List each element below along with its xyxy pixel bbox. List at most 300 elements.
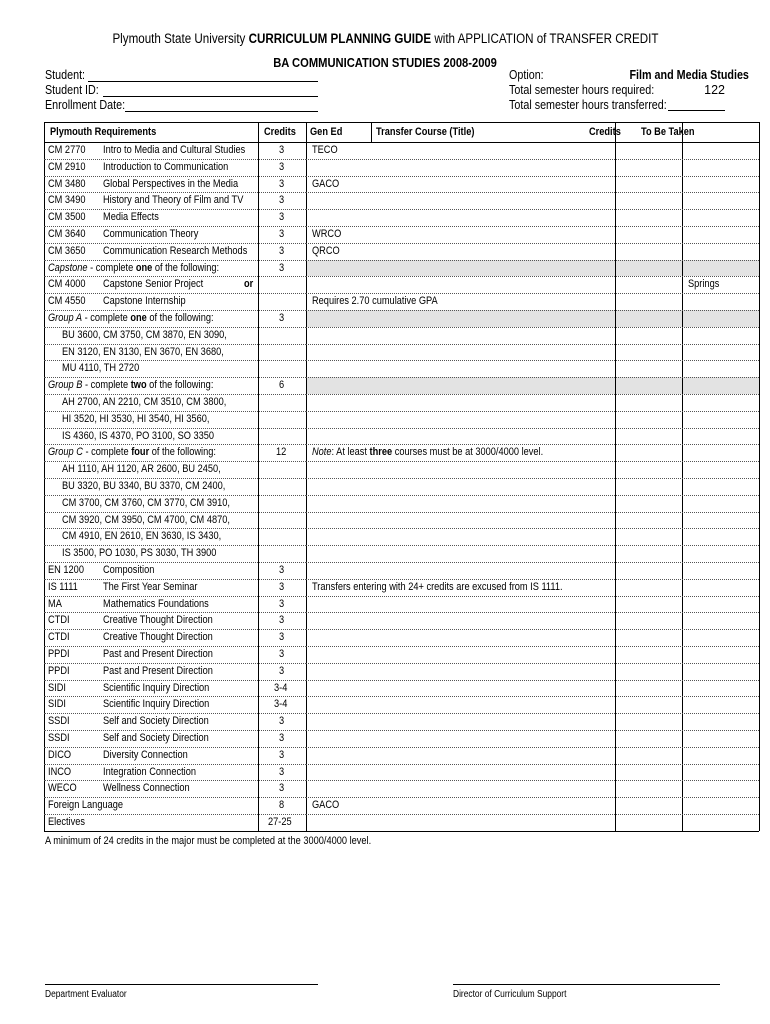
table-row xyxy=(44,142,759,159)
department-evaluator-signature-line[interactable] xyxy=(45,984,318,985)
row-divider xyxy=(44,293,306,294)
requirement-cell xyxy=(48,344,256,361)
requirement-cell xyxy=(48,612,256,629)
row-divider xyxy=(306,310,759,311)
requirement-cell xyxy=(48,192,256,209)
student-id-label: Student ID: xyxy=(45,83,99,97)
row-divider xyxy=(44,495,306,496)
course-list: IS 4360, IS 4370, PO 3100, SO 3350 xyxy=(62,429,215,442)
course-title: Media Effects xyxy=(103,211,159,224)
row-divider xyxy=(44,764,306,765)
title-prefix: Plymouth State University xyxy=(112,31,249,46)
credits-value: 3 xyxy=(278,648,285,660)
column-divider xyxy=(682,122,683,831)
credits-cell xyxy=(258,696,306,713)
requirement-cell xyxy=(48,780,256,797)
col-transfer-credits: Credits xyxy=(589,126,621,138)
course-title: Composition xyxy=(103,564,155,576)
credits-value: 3 xyxy=(278,715,285,728)
row-divider xyxy=(44,629,306,630)
requirement-cell xyxy=(48,797,256,814)
row-divider xyxy=(306,629,759,630)
course-title: The First Year Seminar xyxy=(103,580,198,593)
gen-ed-value: GACO xyxy=(312,177,340,190)
row-divider xyxy=(306,596,759,597)
to-be-taken-value: Springs xyxy=(688,278,720,291)
col-transfer-course: Transfer Course (Title) xyxy=(376,126,475,138)
table-row xyxy=(44,696,759,713)
credits-value: 3 xyxy=(278,211,285,224)
row-divider xyxy=(44,360,306,361)
column-divider xyxy=(371,122,372,142)
course-code: CM 3480 xyxy=(48,177,86,190)
row-divider xyxy=(306,495,759,496)
credits-cell xyxy=(258,260,306,277)
course-code: CM 2770 xyxy=(48,144,86,156)
course-code: PPDI xyxy=(48,648,70,660)
credits-value: 12 xyxy=(275,446,287,459)
row-divider xyxy=(44,747,306,748)
row-divider xyxy=(44,394,306,395)
course-title: Scientific Inquiry Direction xyxy=(103,698,210,711)
table-row xyxy=(44,260,759,277)
note-cell xyxy=(312,444,712,461)
student-field[interactable] xyxy=(88,81,318,82)
row-divider xyxy=(44,596,306,597)
group-instruction: Group A - complete one of the following: xyxy=(48,312,214,324)
row-divider xyxy=(306,680,759,681)
requirement-cell xyxy=(48,327,256,344)
course-title: Capstone Internship xyxy=(103,295,186,308)
row-divider xyxy=(44,209,306,210)
credits-value: 3 xyxy=(278,228,285,240)
table-row xyxy=(44,327,759,344)
credits-value: 3 xyxy=(278,664,285,677)
requirement-cell xyxy=(48,394,256,411)
requirement-cell xyxy=(48,461,256,478)
credits-cell xyxy=(258,226,306,243)
table-row xyxy=(44,747,759,764)
row-divider xyxy=(306,192,759,193)
credits-cell xyxy=(258,142,306,159)
row-divider xyxy=(306,360,759,361)
gen-ed-value: Requires 2.70 cumulative GPA xyxy=(312,295,438,308)
requirement-cell xyxy=(48,428,256,445)
course-code: IS 1111 xyxy=(48,580,78,593)
table-row xyxy=(44,579,759,596)
row-divider xyxy=(44,444,306,445)
table-row xyxy=(44,596,759,613)
table-row xyxy=(44,293,759,310)
credits-cell xyxy=(258,377,306,394)
row-divider xyxy=(306,512,759,513)
requirement-cell xyxy=(48,209,256,226)
row-divider xyxy=(306,209,759,210)
gen-ed-cell xyxy=(312,226,712,243)
row-divider xyxy=(44,646,306,647)
requirement-cell xyxy=(48,243,256,260)
requirement-cell xyxy=(48,545,256,562)
row-divider xyxy=(44,680,306,681)
requirement-cell xyxy=(48,478,256,495)
row-divider xyxy=(44,243,306,244)
course-code: CM 3650 xyxy=(48,244,86,257)
credits-value: 3 xyxy=(278,160,285,173)
row-divider xyxy=(44,461,306,462)
table-row xyxy=(44,562,759,579)
credits-value: 3-4 xyxy=(274,698,288,711)
row-divider xyxy=(306,444,759,445)
row-divider xyxy=(44,545,306,546)
table-row xyxy=(44,159,759,176)
credits-value: 27-25 xyxy=(267,816,292,828)
requirement-cell xyxy=(48,713,256,730)
requirement-cell xyxy=(48,360,256,377)
enrollment-date-label: Enrollment Date: xyxy=(45,98,126,112)
table-row xyxy=(44,764,759,781)
course-code: CM 4550 xyxy=(48,295,86,308)
column-divider xyxy=(258,122,259,831)
credits-cell xyxy=(258,176,306,193)
course-code: CM 2910 xyxy=(48,160,86,173)
credits-cell xyxy=(258,713,306,730)
requirement-cell xyxy=(48,747,256,764)
credits-cell xyxy=(258,747,306,764)
requirement-cell xyxy=(48,226,256,243)
credits-cell xyxy=(258,797,306,814)
row-divider xyxy=(44,411,306,412)
credits-cell xyxy=(258,646,306,663)
row-divider xyxy=(44,310,306,311)
table-row xyxy=(44,797,759,814)
credits-value: 8 xyxy=(278,799,285,812)
requirement-cell xyxy=(48,646,256,663)
table-row xyxy=(44,663,759,680)
row-divider xyxy=(306,327,759,328)
table-row xyxy=(44,276,759,293)
table-row xyxy=(44,344,759,361)
row-divider xyxy=(44,260,306,261)
credits-cell xyxy=(258,209,306,226)
course-code: CM 3640 xyxy=(48,228,86,240)
row-divider xyxy=(306,562,759,563)
hours-required-label: Total semester hours required: xyxy=(509,83,655,97)
hours-transferred-field[interactable] xyxy=(668,110,725,111)
table-row xyxy=(44,444,759,461)
shaded-band xyxy=(306,377,759,394)
row-divider xyxy=(44,696,306,697)
table-row xyxy=(44,478,759,495)
course-list: BU 3320, BU 3340, BU 3370, CM 2400, xyxy=(62,480,226,492)
table-row xyxy=(44,394,759,411)
student-id-field[interactable] xyxy=(103,96,318,97)
row-divider xyxy=(44,512,306,513)
course-list: AH 1110, AH 1120, AR 2600, BU 2450, xyxy=(62,463,221,476)
row-divider xyxy=(306,612,759,613)
row-divider xyxy=(44,226,306,227)
row-divider xyxy=(44,377,306,378)
requirement-cell xyxy=(48,562,256,579)
row-divider xyxy=(306,545,759,546)
table-row xyxy=(44,360,759,377)
requirement-name: Electives xyxy=(48,816,85,828)
table-row xyxy=(44,814,759,831)
table-border xyxy=(759,122,760,831)
credits-cell xyxy=(258,276,306,293)
row-divider xyxy=(44,159,306,160)
table-row xyxy=(44,495,759,512)
row-divider xyxy=(44,478,306,479)
table-row xyxy=(44,176,759,193)
or-label: or xyxy=(244,278,254,291)
course-code: INCO xyxy=(48,765,72,778)
credits-value: 3 xyxy=(278,765,285,778)
requirement-cell xyxy=(48,444,256,461)
course-list: MU 4110, TH 2720 xyxy=(62,362,140,375)
program-subtitle: BA COMMUNICATION STUDIES 2008-2009 xyxy=(273,55,497,70)
course-list: HI 3520, HI 3530, HI 3540, HI 3560, xyxy=(62,412,210,425)
row-divider xyxy=(306,243,759,244)
column-divider xyxy=(615,122,616,831)
row-divider xyxy=(306,176,759,177)
row-divider xyxy=(306,663,759,664)
course-code: MA xyxy=(48,597,62,610)
group-instruction: Group C - complete four of the following: xyxy=(48,446,216,459)
requirement-cell xyxy=(48,159,256,176)
course-title: Self and Society Direction xyxy=(103,732,209,744)
table-row xyxy=(44,646,759,663)
requirement-name: Foreign Language xyxy=(48,799,124,812)
course-title: Intro to Media and Cultural Studies xyxy=(103,144,246,156)
gen-ed-cell xyxy=(312,293,712,310)
row-divider xyxy=(44,192,306,193)
table-row xyxy=(44,612,759,629)
row-divider xyxy=(44,579,306,580)
table-row xyxy=(44,545,759,562)
credits-value: 3 xyxy=(278,782,285,795)
row-divider xyxy=(306,797,759,798)
department-evaluator-label: Department Evaluator xyxy=(45,989,127,1000)
credits-value: 3 xyxy=(278,564,285,576)
gen-ed-value: WRCO xyxy=(312,228,342,240)
col-to-be-taken: To Be Taken xyxy=(641,126,695,138)
course-title: Creative Thought Direction xyxy=(103,614,213,627)
option-label: Option: xyxy=(509,68,544,82)
group-instruction: Capstone - complete one of the following: xyxy=(48,261,220,274)
requirement-cell xyxy=(48,764,256,781)
credits-value: 6 xyxy=(278,379,285,392)
credits-cell xyxy=(258,629,306,646)
course-code: PPDI xyxy=(48,664,70,677)
course-title: Introduction to Communication xyxy=(103,160,229,173)
requirement-cell xyxy=(48,696,256,713)
course-code: CM 3500 xyxy=(48,211,86,224)
footer-note: A minimum of 24 credits in the major must be completed at the 3000/4000 level. xyxy=(45,835,372,847)
row-divider xyxy=(306,478,759,479)
course-title: Integration Connection xyxy=(103,765,196,778)
credits-cell xyxy=(258,310,306,327)
table-row xyxy=(44,629,759,646)
course-code: EN 1200 xyxy=(48,564,84,576)
row-divider xyxy=(306,579,759,580)
col-requirements: Plymouth Requirements xyxy=(50,126,157,138)
credits-value: 3 xyxy=(278,748,285,761)
credits-value: 3 xyxy=(278,144,285,156)
course-code: WECO xyxy=(48,782,77,795)
gen-ed-cell xyxy=(312,579,712,596)
table-row xyxy=(44,461,759,478)
table-row xyxy=(44,730,759,747)
row-divider xyxy=(306,461,759,462)
hours-transferred-label: Total semester hours transferred: xyxy=(509,98,667,112)
course-code: CTDI xyxy=(48,614,70,627)
row-divider xyxy=(44,562,306,563)
course-title: Creative Thought Direction xyxy=(103,631,213,644)
row-divider xyxy=(44,730,306,731)
option-value: Film and Media Studies xyxy=(629,68,749,82)
row-divider xyxy=(44,780,306,781)
credits-cell xyxy=(258,612,306,629)
table-row xyxy=(44,310,759,327)
credits-cell xyxy=(258,562,306,579)
course-list: CM 4910, EN 2610, EN 3630, IS 3430, xyxy=(62,530,222,543)
credits-cell xyxy=(258,663,306,680)
row-divider xyxy=(44,713,306,714)
director-signature-line[interactable] xyxy=(453,984,720,985)
table-row xyxy=(44,226,759,243)
requirement-cell xyxy=(48,730,256,747)
table-row xyxy=(44,377,759,394)
enrollment-date-field[interactable] xyxy=(125,111,318,112)
credits-cell xyxy=(258,814,306,831)
credits-value: 3 xyxy=(278,614,285,627)
table-row xyxy=(44,209,759,226)
course-list: AH 2700, AN 2210, CM 3510, CM 3800, xyxy=(62,396,227,408)
requirement-cell xyxy=(48,596,256,613)
row-divider xyxy=(44,797,306,798)
course-title: Diversity Connection xyxy=(103,748,188,761)
requirement-cell xyxy=(48,260,256,277)
table-border xyxy=(44,831,759,832)
requirement-cell xyxy=(48,310,256,327)
gen-ed-cell xyxy=(312,797,712,814)
credits-value: 3 xyxy=(278,597,285,610)
course-code: CM 4000 xyxy=(48,278,86,291)
credits-cell xyxy=(258,293,306,310)
requirement-cell xyxy=(48,276,256,293)
course-list: CM 3700, CM 3760, CM 3770, CM 3910, xyxy=(62,496,230,509)
credits-cell xyxy=(258,579,306,596)
table-row xyxy=(44,528,759,545)
title-bold: CURRICULUM PLANNING GUIDE xyxy=(248,31,431,46)
row-divider xyxy=(44,327,306,328)
credits-cell xyxy=(258,730,306,747)
row-divider xyxy=(306,260,759,261)
row-divider xyxy=(306,293,759,294)
row-divider xyxy=(306,159,759,160)
credits-value: 3 xyxy=(278,194,285,207)
row-divider xyxy=(44,663,306,664)
group-instruction: Group B - complete two of the following: xyxy=(48,379,214,392)
table-border xyxy=(44,142,759,143)
credits-value: 3 xyxy=(278,177,285,190)
table-row xyxy=(44,411,759,428)
col-credits: Credits xyxy=(264,126,296,138)
row-divider xyxy=(306,747,759,748)
gen-ed-cell xyxy=(312,176,712,193)
credits-value: 3-4 xyxy=(274,681,288,694)
course-title: Scientific Inquiry Direction xyxy=(103,681,210,694)
credits-cell xyxy=(258,243,306,260)
col-gen-ed: Gen Ed xyxy=(310,126,343,138)
row-divider xyxy=(44,176,306,177)
credits-cell xyxy=(258,596,306,613)
requirement-cell xyxy=(48,176,256,193)
column-divider xyxy=(306,122,307,831)
requirement-cell xyxy=(48,142,256,159)
requirement-cell xyxy=(48,663,256,680)
course-title: Capstone Senior Project xyxy=(103,278,204,291)
row-divider xyxy=(306,646,759,647)
course-title: Global Perspectives in the Media xyxy=(103,177,239,190)
gen-ed-cell xyxy=(312,243,712,260)
credits-cell xyxy=(258,159,306,176)
table-row xyxy=(44,192,759,209)
table-row xyxy=(44,680,759,697)
row-divider xyxy=(306,764,759,765)
title-suffix: with APPLICATION of TRANSFER CREDIT xyxy=(430,31,658,46)
credits-value: 3 xyxy=(278,244,285,257)
row-divider xyxy=(44,528,306,529)
row-divider xyxy=(306,226,759,227)
requirement-cell xyxy=(48,579,256,596)
table-row xyxy=(44,713,759,730)
shaded-band xyxy=(306,310,759,327)
gen-ed-value: QRCO xyxy=(312,244,340,257)
course-code: SSDI xyxy=(48,715,70,728)
course-code: SIDI xyxy=(48,681,66,694)
row-divider xyxy=(306,713,759,714)
row-divider xyxy=(306,411,759,412)
row-divider xyxy=(306,528,759,529)
course-code: SSDI xyxy=(48,732,70,744)
row-divider xyxy=(306,377,759,378)
row-divider xyxy=(306,276,759,277)
course-title: Communication Research Methods xyxy=(103,244,248,257)
requirement-cell xyxy=(48,411,256,428)
row-divider xyxy=(306,814,759,815)
course-list: CM 3920, CM 3950, CM 4700, CM 4870, xyxy=(62,513,230,526)
credits-cell xyxy=(258,192,306,209)
course-code: SIDI xyxy=(48,698,66,711)
course-title: Mathematics Foundations xyxy=(103,597,209,610)
requirement-cell xyxy=(48,629,256,646)
row-divider xyxy=(306,428,759,429)
credits-cell xyxy=(258,764,306,781)
course-title: Wellness Connection xyxy=(103,782,190,795)
course-title: History and Theory of Film and TV xyxy=(103,194,244,207)
credits-value: 3 xyxy=(278,312,285,324)
credits-cell xyxy=(258,444,306,461)
row-divider xyxy=(44,814,306,815)
requirement-cell xyxy=(48,377,256,394)
row-divider xyxy=(306,394,759,395)
course-title: Past and Present Direction xyxy=(103,664,213,677)
table-border xyxy=(44,122,759,123)
course-title: Communication Theory xyxy=(103,228,199,240)
to-be-taken-cell xyxy=(688,276,758,293)
gen-ed-value: Transfers entering with 24+ credits are excused from IS 1111. xyxy=(312,580,563,593)
